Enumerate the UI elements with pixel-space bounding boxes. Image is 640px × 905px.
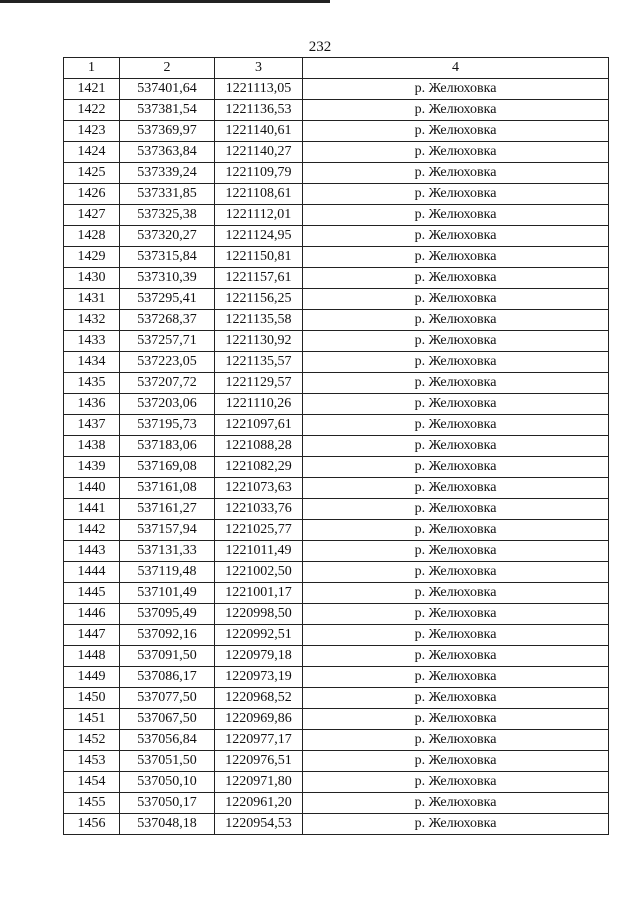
y-coordinate-cell: 1220968,52 xyxy=(215,688,303,709)
description-cell: р. Желюховка xyxy=(303,100,609,121)
y-coordinate-cell: 1220979,18 xyxy=(215,646,303,667)
x-coordinate-cell: 537315,84 xyxy=(120,247,215,268)
y-coordinate-cell: 1221140,27 xyxy=(215,142,303,163)
description-cell: р. Желюховка xyxy=(303,247,609,268)
y-coordinate-cell: 1220971,80 xyxy=(215,772,303,793)
point-number-cell: 1456 xyxy=(64,814,120,835)
description-cell: р. Желюховка xyxy=(303,205,609,226)
description-cell: р. Желюховка xyxy=(303,331,609,352)
table-row xyxy=(64,730,609,751)
x-coordinate-cell: 537051,50 xyxy=(120,751,215,772)
y-coordinate-cell: 1221136,53 xyxy=(215,100,303,121)
point-number-cell: 1424 xyxy=(64,142,120,163)
x-coordinate-cell: 537325,38 xyxy=(120,205,215,226)
column-header-1: 1 xyxy=(64,58,120,79)
table-row xyxy=(64,163,609,184)
description-cell: р. Желюховка xyxy=(303,79,609,100)
table-row xyxy=(64,205,609,226)
description-cell: р. Желюховка xyxy=(303,709,609,730)
table-row xyxy=(64,226,609,247)
description-cell: р. Желюховка xyxy=(303,478,609,499)
point-number-cell: 1428 xyxy=(64,226,120,247)
table-row xyxy=(64,499,609,520)
y-coordinate-cell: 1221088,28 xyxy=(215,436,303,457)
description-cell: р. Желюховка xyxy=(303,352,609,373)
y-coordinate-cell: 1221025,77 xyxy=(215,520,303,541)
point-number-cell: 1454 xyxy=(64,772,120,793)
table-row xyxy=(64,352,609,373)
table-row xyxy=(64,478,609,499)
point-number-cell: 1432 xyxy=(64,310,120,331)
x-coordinate-cell: 537086,17 xyxy=(120,667,215,688)
point-number-cell: 1427 xyxy=(64,205,120,226)
x-coordinate-cell: 537381,54 xyxy=(120,100,215,121)
table-row xyxy=(64,289,609,310)
y-coordinate-cell: 1221002,50 xyxy=(215,562,303,583)
description-cell: р. Желюховка xyxy=(303,730,609,751)
x-coordinate-cell: 537331,85 xyxy=(120,184,215,205)
point-number-cell: 1449 xyxy=(64,667,120,688)
description-cell: р. Желюховка xyxy=(303,583,609,604)
description-cell: р. Желюховка xyxy=(303,562,609,583)
table-row xyxy=(64,541,609,562)
point-number-cell: 1425 xyxy=(64,163,120,184)
table-row xyxy=(64,814,609,835)
y-coordinate-cell: 1221140,61 xyxy=(215,121,303,142)
point-number-cell: 1433 xyxy=(64,331,120,352)
column-header-2: 2 xyxy=(120,58,215,79)
description-cell: р. Желюховка xyxy=(303,163,609,184)
point-number-cell: 1422 xyxy=(64,100,120,121)
table-row xyxy=(64,310,609,331)
x-coordinate-cell: 537091,50 xyxy=(120,646,215,667)
description-cell: р. Желюховка xyxy=(303,184,609,205)
table-row xyxy=(64,268,609,289)
description-cell: р. Желюховка xyxy=(303,772,609,793)
x-coordinate-cell: 537095,49 xyxy=(120,604,215,625)
table-row xyxy=(64,121,609,142)
table-row xyxy=(64,562,609,583)
description-cell: р. Желюховка xyxy=(303,793,609,814)
x-coordinate-cell: 537056,84 xyxy=(120,730,215,751)
point-number-cell: 1442 xyxy=(64,520,120,541)
y-coordinate-cell: 1221130,92 xyxy=(215,331,303,352)
description-cell: р. Желюховка xyxy=(303,541,609,562)
y-coordinate-cell: 1220977,17 xyxy=(215,730,303,751)
y-coordinate-cell: 1221124,95 xyxy=(215,226,303,247)
table-header-row xyxy=(64,58,609,79)
y-coordinate-cell: 1221156,25 xyxy=(215,289,303,310)
point-number-cell: 1426 xyxy=(64,184,120,205)
description-cell: р. Желюховка xyxy=(303,436,609,457)
y-coordinate-cell: 1221112,01 xyxy=(215,205,303,226)
table-row xyxy=(64,709,609,730)
point-number-cell: 1423 xyxy=(64,121,120,142)
x-coordinate-cell: 537119,48 xyxy=(120,562,215,583)
y-coordinate-cell: 1221157,61 xyxy=(215,268,303,289)
x-coordinate-cell: 537092,16 xyxy=(120,625,215,646)
x-coordinate-cell: 537169,08 xyxy=(120,457,215,478)
y-coordinate-cell: 1221129,57 xyxy=(215,373,303,394)
point-number-cell: 1438 xyxy=(64,436,120,457)
x-coordinate-cell: 537157,94 xyxy=(120,520,215,541)
description-cell: р. Желюховка xyxy=(303,520,609,541)
x-coordinate-cell: 537131,33 xyxy=(120,541,215,562)
point-number-cell: 1430 xyxy=(64,268,120,289)
description-cell: р. Желюховка xyxy=(303,625,609,646)
description-cell: р. Желюховка xyxy=(303,268,609,289)
y-coordinate-cell: 1221135,58 xyxy=(215,310,303,331)
y-coordinate-cell: 1220969,86 xyxy=(215,709,303,730)
table-row xyxy=(64,667,609,688)
table-row xyxy=(64,79,609,100)
y-coordinate-cell: 1221113,05 xyxy=(215,79,303,100)
point-number-cell: 1455 xyxy=(64,793,120,814)
x-coordinate-cell: 537195,73 xyxy=(120,415,215,436)
description-cell: р. Желюховка xyxy=(303,814,609,835)
point-number-cell: 1440 xyxy=(64,478,120,499)
description-cell: р. Желюховка xyxy=(303,667,609,688)
table-row xyxy=(64,331,609,352)
description-cell: р. Желюховка xyxy=(303,121,609,142)
description-cell: р. Желюховка xyxy=(303,646,609,667)
point-number-cell: 1435 xyxy=(64,373,120,394)
y-coordinate-cell: 1220998,50 xyxy=(215,604,303,625)
point-number-cell: 1448 xyxy=(64,646,120,667)
description-cell: р. Желюховка xyxy=(303,289,609,310)
table-row xyxy=(64,415,609,436)
point-number-cell: 1453 xyxy=(64,751,120,772)
point-number-cell: 1446 xyxy=(64,604,120,625)
y-coordinate-cell: 1221150,81 xyxy=(215,247,303,268)
description-cell: р. Желюховка xyxy=(303,688,609,709)
x-coordinate-cell: 537320,27 xyxy=(120,226,215,247)
point-number-cell: 1429 xyxy=(64,247,120,268)
point-number-cell: 1431 xyxy=(64,289,120,310)
coordinates-table xyxy=(63,57,609,835)
table-row xyxy=(64,793,609,814)
table-row xyxy=(64,583,609,604)
table-row xyxy=(64,751,609,772)
y-coordinate-cell: 1221073,63 xyxy=(215,478,303,499)
y-coordinate-cell: 1220973,19 xyxy=(215,667,303,688)
point-number-cell: 1443 xyxy=(64,541,120,562)
x-coordinate-cell: 537203,06 xyxy=(120,394,215,415)
x-coordinate-cell: 537101,49 xyxy=(120,583,215,604)
x-coordinate-cell: 537401,64 xyxy=(120,79,215,100)
table-row xyxy=(64,394,609,415)
y-coordinate-cell: 1221082,29 xyxy=(215,457,303,478)
y-coordinate-cell: 1220976,51 xyxy=(215,751,303,772)
table-row xyxy=(64,373,609,394)
table-row xyxy=(64,604,609,625)
description-cell: р. Желюховка xyxy=(303,499,609,520)
x-coordinate-cell: 537161,08 xyxy=(120,478,215,499)
y-coordinate-cell: 1221135,57 xyxy=(215,352,303,373)
table-row xyxy=(64,520,609,541)
point-number-cell: 1452 xyxy=(64,730,120,751)
point-number-cell: 1434 xyxy=(64,352,120,373)
x-coordinate-cell: 537268,37 xyxy=(120,310,215,331)
description-cell: р. Желюховка xyxy=(303,457,609,478)
x-coordinate-cell: 537050,10 xyxy=(120,772,215,793)
point-number-cell: 1421 xyxy=(64,79,120,100)
page-number: 232 xyxy=(308,39,332,55)
column-header-3: 3 xyxy=(215,58,303,79)
x-coordinate-cell: 537207,72 xyxy=(120,373,215,394)
table-row xyxy=(64,688,609,709)
x-coordinate-cell: 537077,50 xyxy=(120,688,215,709)
y-coordinate-cell: 1220992,51 xyxy=(215,625,303,646)
y-coordinate-cell: 1221109,79 xyxy=(215,163,303,184)
x-coordinate-cell: 537223,05 xyxy=(120,352,215,373)
description-cell: р. Желюховка xyxy=(303,310,609,331)
y-coordinate-cell: 1221097,61 xyxy=(215,415,303,436)
table-row xyxy=(64,646,609,667)
y-coordinate-cell: 1220961,20 xyxy=(215,793,303,814)
x-coordinate-cell: 537161,27 xyxy=(120,499,215,520)
x-coordinate-cell: 537339,24 xyxy=(120,163,215,184)
table-row xyxy=(64,184,609,205)
table-row xyxy=(64,436,609,457)
description-cell: р. Желюховка xyxy=(303,142,609,163)
x-coordinate-cell: 537183,06 xyxy=(120,436,215,457)
description-cell: р. Желюховка xyxy=(303,751,609,772)
table-row xyxy=(64,100,609,121)
x-coordinate-cell: 537257,71 xyxy=(120,331,215,352)
point-number-cell: 1437 xyxy=(64,415,120,436)
table-row xyxy=(64,772,609,793)
description-cell: р. Желюховка xyxy=(303,604,609,625)
column-header-4: 4 xyxy=(303,58,609,79)
y-coordinate-cell: 1220954,53 xyxy=(215,814,303,835)
point-number-cell: 1436 xyxy=(64,394,120,415)
table-row xyxy=(64,142,609,163)
point-number-cell: 1445 xyxy=(64,583,120,604)
y-coordinate-cell: 1221033,76 xyxy=(215,499,303,520)
point-number-cell: 1439 xyxy=(64,457,120,478)
point-number-cell: 1441 xyxy=(64,499,120,520)
x-coordinate-cell: 537295,41 xyxy=(120,289,215,310)
table-body xyxy=(64,79,609,835)
y-coordinate-cell: 1221108,61 xyxy=(215,184,303,205)
x-coordinate-cell: 537067,50 xyxy=(120,709,215,730)
description-cell: р. Желюховка xyxy=(303,373,609,394)
x-coordinate-cell: 537363,84 xyxy=(120,142,215,163)
x-coordinate-cell: 537048,18 xyxy=(120,814,215,835)
x-coordinate-cell: 537310,39 xyxy=(120,268,215,289)
table-row xyxy=(64,247,609,268)
y-coordinate-cell: 1221001,17 xyxy=(215,583,303,604)
y-coordinate-cell: 1221011,49 xyxy=(215,541,303,562)
x-coordinate-cell: 537050,17 xyxy=(120,793,215,814)
point-number-cell: 1447 xyxy=(64,625,120,646)
point-number-cell: 1450 xyxy=(64,688,120,709)
x-coordinate-cell: 537369,97 xyxy=(120,121,215,142)
point-number-cell: 1451 xyxy=(64,709,120,730)
scan-edge-line xyxy=(0,0,330,3)
table-row xyxy=(64,457,609,478)
table-row xyxy=(64,625,609,646)
point-number-cell: 1444 xyxy=(64,562,120,583)
description-cell: р. Желюховка xyxy=(303,415,609,436)
y-coordinate-cell: 1221110,26 xyxy=(215,394,303,415)
description-cell: р. Желюховка xyxy=(303,394,609,415)
description-cell: р. Желюховка xyxy=(303,226,609,247)
